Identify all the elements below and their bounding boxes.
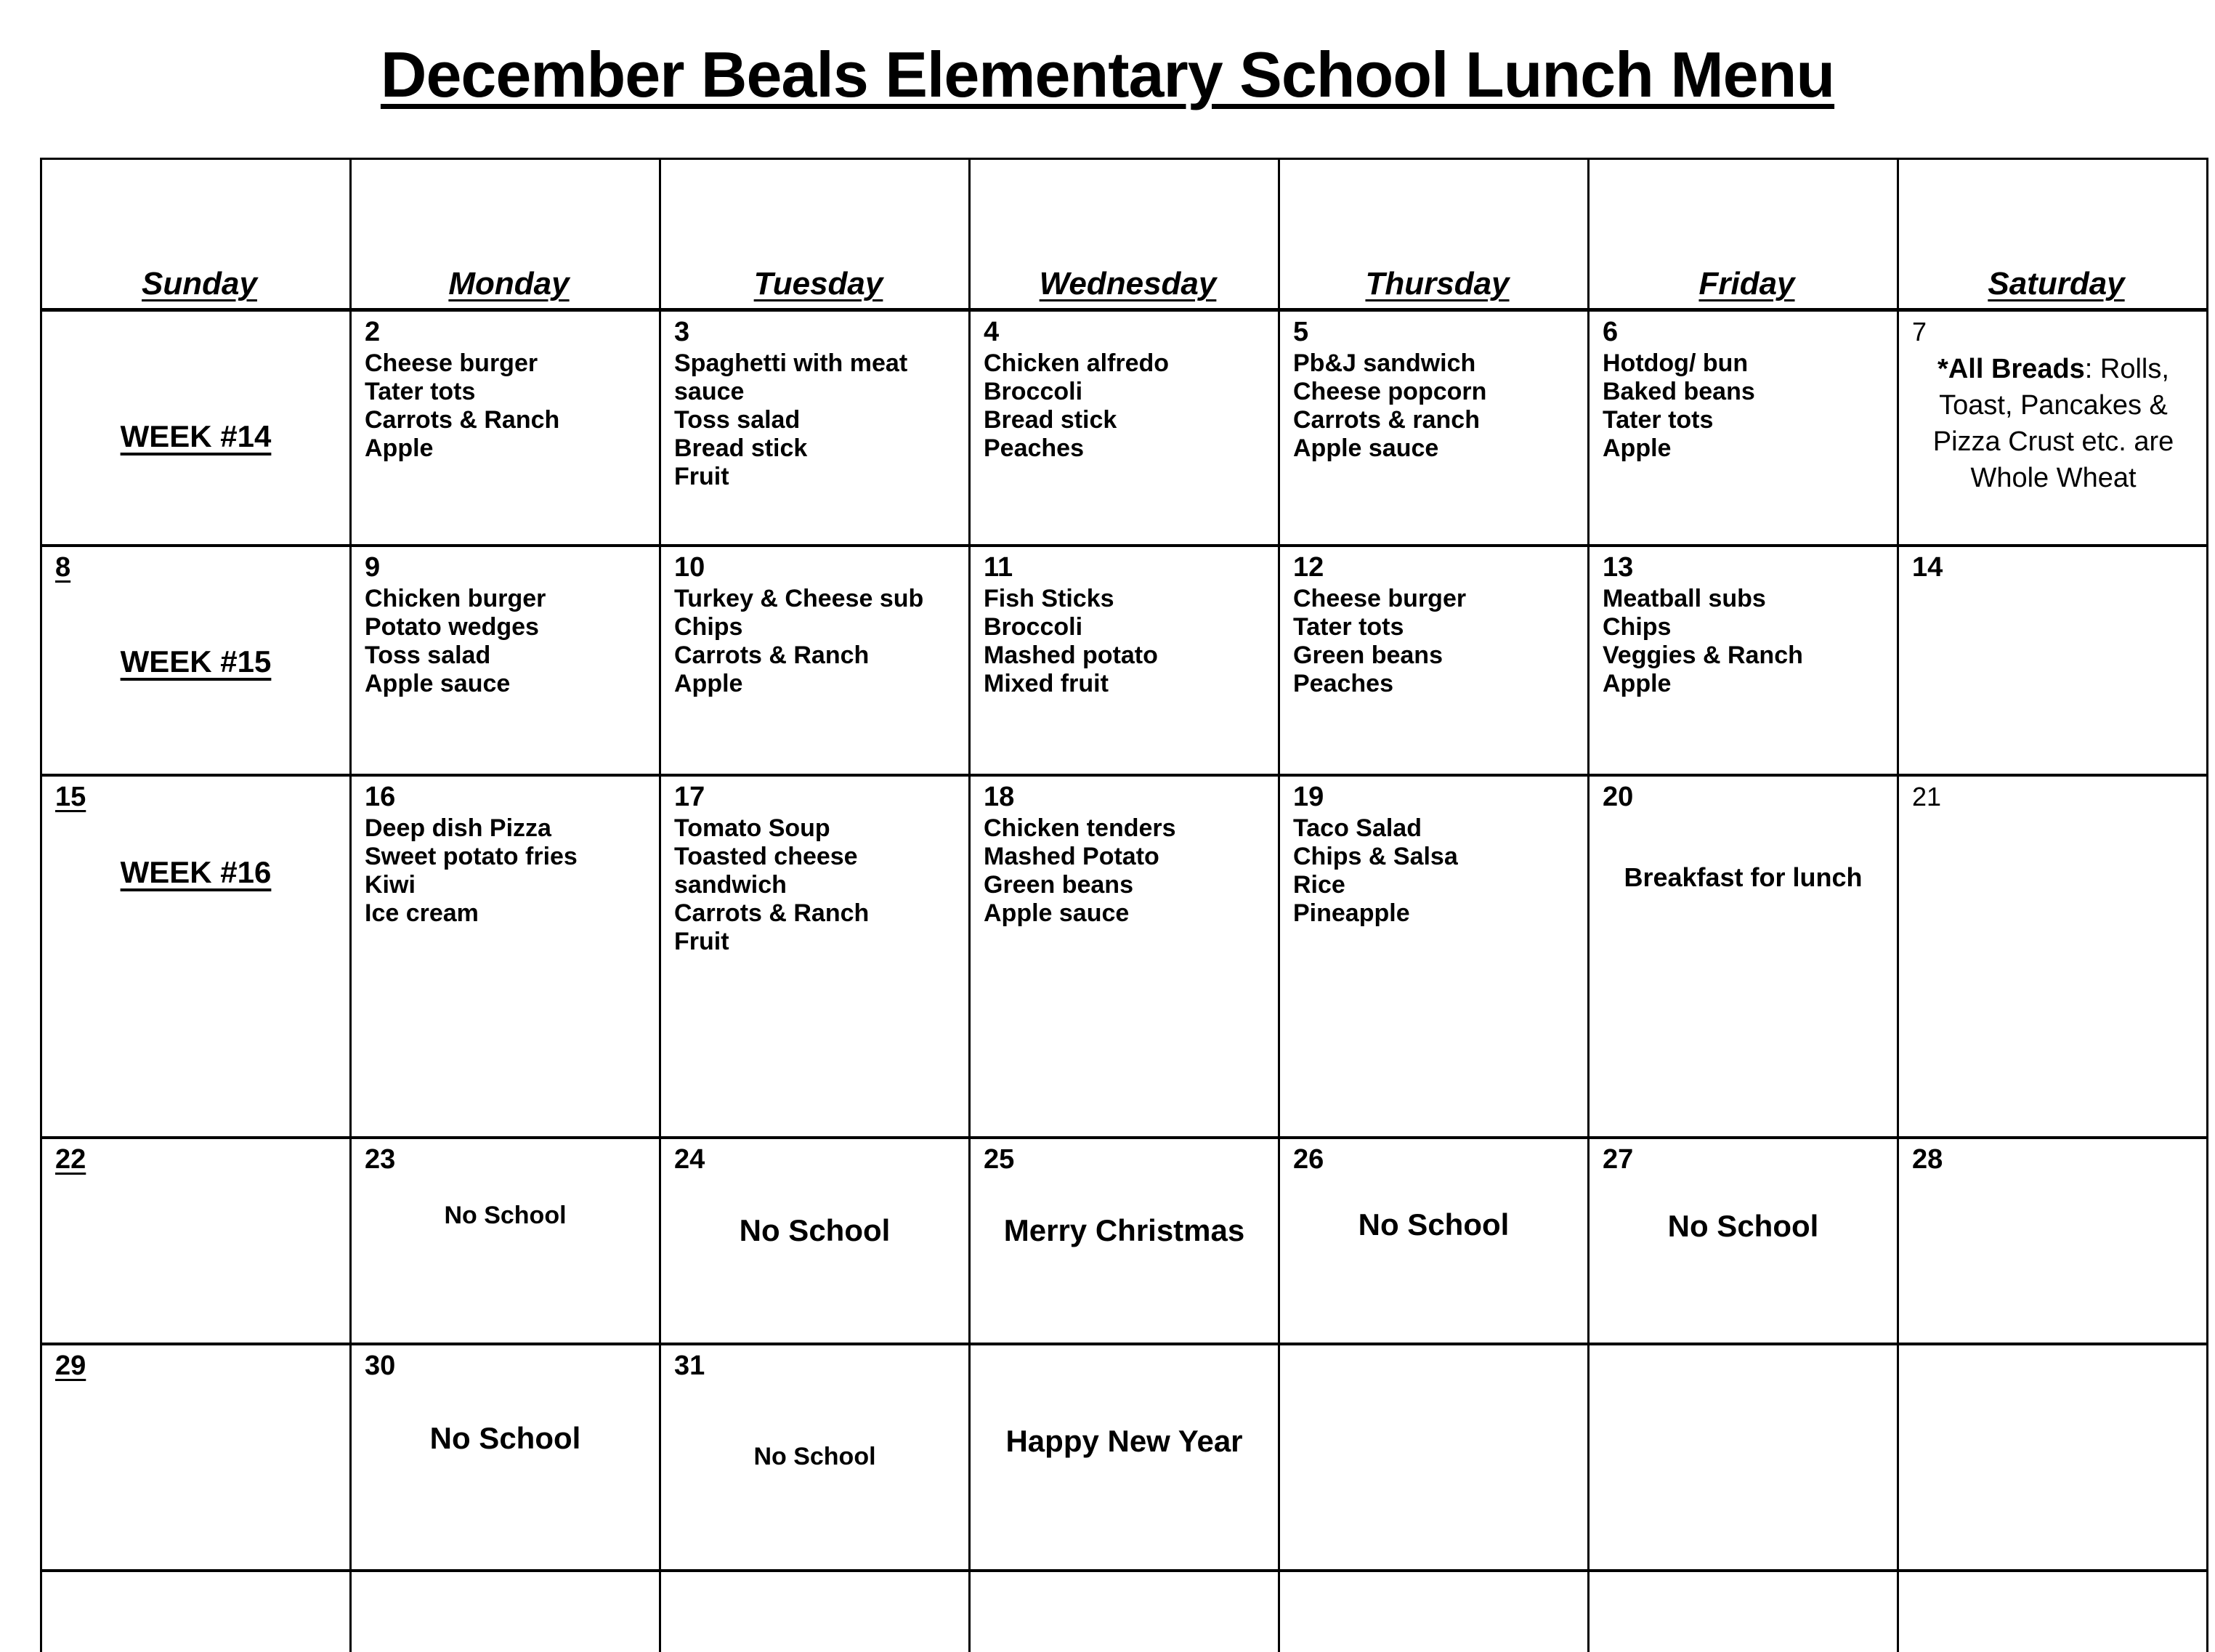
menu-item: Toasted cheese [674,843,858,870]
menu-item: Cheese popcorn [1293,378,1487,405]
day-number: 8 [55,552,71,583]
empty-cell [1590,1572,1899,1652]
week-label: WEEK #14 [120,419,272,453]
menu-item: Apple [1603,670,1672,697]
holiday-note: Breakfast for lunch [1624,862,1863,892]
empty-cell [661,1572,971,1652]
cell-dec-18 [971,777,1280,1139]
menu-item: sauce [674,378,745,405]
menu-item: Tomato Soup [674,814,830,842]
menu-item: Pb&J sandwich [1293,349,1476,377]
day-number: 20 [1603,782,1634,812]
day-number: 9 [365,552,381,583]
day-number: 25 [984,1144,1015,1175]
header-cell-tuesday [661,160,971,312]
day-number: 3 [674,317,690,347]
day-header-label: Wednesday [1039,266,1217,301]
menu-item: Spaghetti with meat [674,349,908,377]
menu-item: Peaches [1293,670,1393,697]
menu-item: Mashed Potato [984,843,1159,870]
day-number: 28 [1912,1144,1943,1175]
cell-dec-28 [1899,1139,2208,1345]
cell-dec-13 [1590,547,1899,777]
no-school-note: No School [429,1421,581,1455]
cell-r5-c3 [971,1345,1280,1572]
day-number: 21 [1912,782,1942,811]
cell-dec-7 [1899,312,2208,547]
menu-item: Broccoli [984,613,1083,641]
day-number: 14 [1912,552,1943,583]
day-number: 13 [1603,552,1634,583]
header-cell-thursday [1280,160,1590,312]
week-label: WEEK #15 [120,644,272,679]
cell-dec-30 [352,1345,661,1572]
day-number: 18 [984,782,1015,812]
day-header-label: Thursday [1365,266,1510,301]
menu-list [984,585,1272,698]
menu-list [365,585,653,698]
day-header-label: Sunday [142,266,257,301]
menu-item: Chicken alfredo [984,349,1170,377]
menu-item: Sweet potato fries [365,843,578,870]
whole-wheat-note-line: Toast, Pancakes & [1939,390,2168,421]
menu-item: Hotdog/ bun [1603,349,1749,377]
day-header-label: Monday [448,266,570,301]
menu-item: Carrots & ranch [1293,406,1480,434]
menu-item: Meatball subs [1603,585,1766,612]
menu-list [984,814,1272,928]
menu-item: Peaches [984,434,1084,462]
menu-list [1293,349,1582,463]
day-number: 24 [674,1144,705,1175]
menu-item: Turkey & Cheese sub [674,585,924,612]
menu-list [365,814,653,928]
whole-wheat-note-line: Pizza Crust etc. are [1932,426,2174,457]
menu-item: Green beans [984,871,1133,899]
empty-cell [42,1572,352,1652]
menu-item: Rice [1293,871,1345,899]
day-number: 16 [365,782,396,812]
menu-item: Tater tots [1293,613,1404,641]
menu-item: Cheese burger [1293,585,1467,612]
empty-cell [352,1572,661,1652]
menu-item: Tater tots [1603,406,1714,434]
no-school-note: No School [739,1213,891,1247]
menu-list [365,349,653,463]
whole-wheat-note-line: *All Breads: Rolls, [1937,354,2169,384]
cell-r5-c5 [1590,1345,1899,1572]
cell-dec-2 [352,312,661,547]
menu-item: Chips & Salsa [1293,843,1458,870]
menu-item: Fruit [674,928,729,955]
day-number: 30 [365,1351,396,1381]
day-number: 19 [1293,782,1324,812]
day-number: 17 [674,782,705,812]
menu-item: Deep dish Pizza [365,814,551,842]
empty-cell [1280,1572,1590,1652]
header-cell-friday [1590,160,1899,312]
menu-item: sandwich [674,871,787,899]
day-number: 11 [984,552,1013,583]
day-number: 7 [1912,317,1927,347]
cell-dec-4 [971,312,1280,547]
no-school-note: No School [1667,1209,1819,1243]
menu-item: Chips [1603,613,1672,641]
menu-item: Broccoli [984,378,1083,405]
menu-item: Green beans [1293,641,1443,669]
cell-r5-c4 [1280,1345,1590,1572]
day-number: 12 [1293,552,1324,583]
menu-list [1293,585,1582,698]
menu-list [674,814,963,956]
header-cell-saturday [1899,160,2208,312]
menu-list [674,349,963,491]
holiday-note: Happy New Year [1005,1424,1243,1458]
menu-item: Apple sauce [1293,434,1439,462]
cell-dec-9 [352,547,661,777]
whole-wheat-note-line: Whole Wheat [1970,463,2137,493]
day-header-label: Friday [1698,266,1795,301]
cell-dec-6 [1590,312,1899,547]
cell-dec-29 [42,1345,352,1572]
menu-item: Chicken burger [365,585,546,612]
empty-cell [971,1572,1280,1652]
menu-list [1603,349,1891,463]
day-number: 22 [55,1144,86,1175]
header-cell-wednesday [971,160,1280,312]
no-school-note: No School [753,1443,876,1470]
cell-dec-24 [661,1139,971,1345]
menu-item: Chips [674,613,743,641]
cell-dec-21 [1899,777,2208,1139]
week-label: WEEK #16 [120,855,272,889]
cell-dec-31 [661,1345,971,1572]
page-title: December Beals Elementary School Lunch Menu [380,39,1835,110]
cell-dec-22 [42,1139,352,1345]
menu-item: Carrots & Ranch [674,899,870,927]
cell-dec-5 [1280,312,1590,547]
cell-r5-c6 [1899,1345,2208,1572]
menu-item: Mixed fruit [984,670,1109,697]
menu-item: Apple [365,434,434,462]
cell-dec-12 [1280,547,1590,777]
menu-item: Ice cream [365,899,479,927]
menu-item: Kiwi [365,871,416,899]
day-header-label: Tuesday [753,266,883,301]
menu-list [1603,585,1891,698]
no-school-note: No School [1358,1207,1510,1242]
whole-wheat-note [1912,351,2200,496]
empty-cell [1899,1572,2208,1652]
menu-list [1293,814,1582,928]
menu-item: Fruit [674,463,729,490]
menu-item: Apple sauce [984,899,1130,927]
menu-item: Tater tots [365,378,476,405]
cell-dec-15 [42,777,352,1139]
day-number: 26 [1293,1144,1324,1175]
day-number: 15 [55,782,86,812]
cell-dec-16 [352,777,661,1139]
menu-item: Baked beans [1603,378,1755,405]
cell-dec-19 [1280,777,1590,1139]
menu-item: Bread stick [984,406,1117,434]
header-cell-monday [352,160,661,312]
cell-dec-17 [661,777,971,1139]
menu-item: Chicken tenders [984,814,1176,842]
cell-dec-14 [1899,547,2208,777]
menu-item: Bread stick [674,434,808,462]
no-school-note: No School [444,1202,567,1229]
menu-item: Veggies & Ranch [1603,641,1803,669]
menu-list [984,349,1272,463]
day-number: 29 [55,1351,86,1381]
menu-item: Apple [1603,434,1672,462]
menu-item: Pineapple [1293,899,1410,927]
cell-dec-25 [971,1139,1280,1345]
menu-item: Carrots & Ranch [674,641,870,669]
day-number: 2 [365,317,381,347]
cell-dec-11 [971,547,1280,777]
menu-item: Toss salad [365,641,491,669]
menu-item: Taco Salad [1293,814,1422,842]
cell-dec-27 [1590,1139,1899,1345]
cell-dec-3 [661,312,971,547]
cell-dec-26 [1280,1139,1590,1345]
day-number: 31 [674,1351,705,1381]
day-number: 27 [1603,1144,1634,1175]
cell-dec-23 [352,1139,661,1345]
calendar-table [40,158,2208,1652]
day-number: 5 [1293,317,1309,347]
cell-dec-8 [42,547,352,777]
cell-dec-20 [1590,777,1899,1139]
day-number: 23 [365,1144,396,1175]
cell-r1-c0 [42,312,352,547]
day-number: 10 [674,552,705,583]
menu-item: Apple sauce [365,670,511,697]
menu-item: Toss salad [674,406,801,434]
menu-item: Potato wedges [365,613,539,641]
menu-item: Apple [674,670,743,697]
day-header-label: Saturday [1988,266,2125,301]
menu-item: Cheese burger [365,349,538,377]
menu-item: Fish Sticks [984,585,1114,612]
menu-list [674,585,963,698]
menu-item: Carrots & Ranch [365,406,560,434]
day-number: 4 [984,317,1000,347]
header-cell-sunday [42,160,352,312]
holiday-note: Merry Christmas [1003,1213,1245,1247]
cell-dec-10 [661,547,971,777]
day-number: 6 [1603,317,1619,347]
menu-item: Mashed potato [984,641,1158,669]
